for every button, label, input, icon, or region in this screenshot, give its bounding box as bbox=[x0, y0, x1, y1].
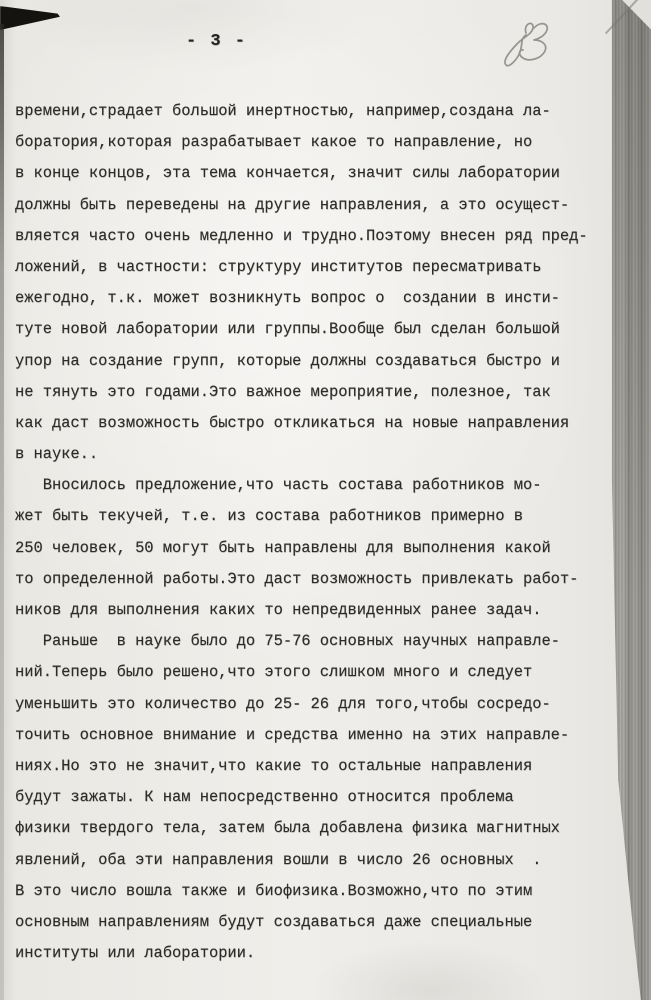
typewritten-line: как даст возможность быстро откликаться на новые направления bbox=[15, 413, 570, 432]
page-corner-fold bbox=[613, 0, 651, 32]
typewritten-line: вляется часто очень медленно и трудно.Поэтому внесен ряд пред- bbox=[15, 226, 588, 245]
typewritten-line: в науке.. bbox=[15, 445, 99, 464]
typewritten-line: боратория,которая разрабатывает какое то направление, но bbox=[15, 133, 533, 152]
scan-edge-left-strip bbox=[0, 24, 4, 1000]
typewritten-line: будут зажаты. К нам непосредственно относится проблема bbox=[15, 788, 514, 807]
typewritten-line: ложений, в частности: структуру институтов пересматривать bbox=[15, 257, 542, 276]
scan-edge-wedge bbox=[0, 6, 60, 30]
typewritten-line: основным направлениям будут создаваться даже специальные bbox=[15, 912, 533, 931]
typewritten-line: времени,страдает большой инертностью, например,создана ла- bbox=[15, 102, 551, 120]
page-number: - 3 - bbox=[186, 32, 248, 51]
typewritten-line: физики твердого тела, затем была добавлена физика магнитных bbox=[15, 819, 560, 838]
typewritten-line: Раньше в науке было до 75-76 основных научных направле- bbox=[15, 632, 560, 651]
typewritten-line: в конце концов, эта тема кончается, значит силы лаборатории bbox=[15, 164, 560, 183]
typewritten-line: ников для выполнения каких то непредвиденных ранее задач. bbox=[15, 601, 542, 619]
typewritten-line: явлений, оба эти направления вошли в число 26 основных . bbox=[15, 850, 542, 869]
typewritten-line: ний.Теперь было решено,что этого слишком много и следует bbox=[15, 663, 533, 682]
typewritten-line: то определенной работы.Это даст возможность привлекать работ- bbox=[15, 569, 579, 588]
typewritten-line: туте новой лаборатории или группы.Вообще был сделан большой bbox=[15, 320, 560, 339]
typewritten-line: институты или лаборатории. bbox=[15, 944, 256, 963]
typewritten-line: не тянуть это годами.Это важное мероприятие, полезное, так bbox=[15, 382, 551, 401]
typewritten-line: В это число вошла также и биофизика.Возможно,что по этим bbox=[15, 881, 533, 900]
typewritten-line: упор на создание групп, которые должны создаваться быстро и bbox=[15, 351, 560, 370]
typewritten-line: точить основное внимание и средства именно на этих направле- bbox=[15, 725, 570, 744]
handwritten-number-mark bbox=[489, 13, 571, 77]
typewritten-line: Вносилось предложение,что часть состава работников мо- bbox=[15, 476, 542, 495]
typewritten-line: ниях.Но это не значит,что какие то остальные направления bbox=[15, 756, 533, 775]
typewritten-line: 250 человек, 50 могут быть направлены для выполнения какой bbox=[15, 538, 551, 557]
typewritten-line: уменьшить это количество до 25- 26 для того,чтобы сосредо- bbox=[15, 694, 551, 713]
typewritten-line: ежегодно, т.к. может возникнуть вопрос о создании в инсти- bbox=[15, 289, 560, 308]
typewritten-line: должны быть переведены на другие направления, а это осущест- bbox=[15, 195, 570, 214]
typewritten-text bbox=[15, 96, 621, 969]
typewritten-line: жет быть текучей, т.е. из состава работников примерно в bbox=[15, 507, 523, 526]
